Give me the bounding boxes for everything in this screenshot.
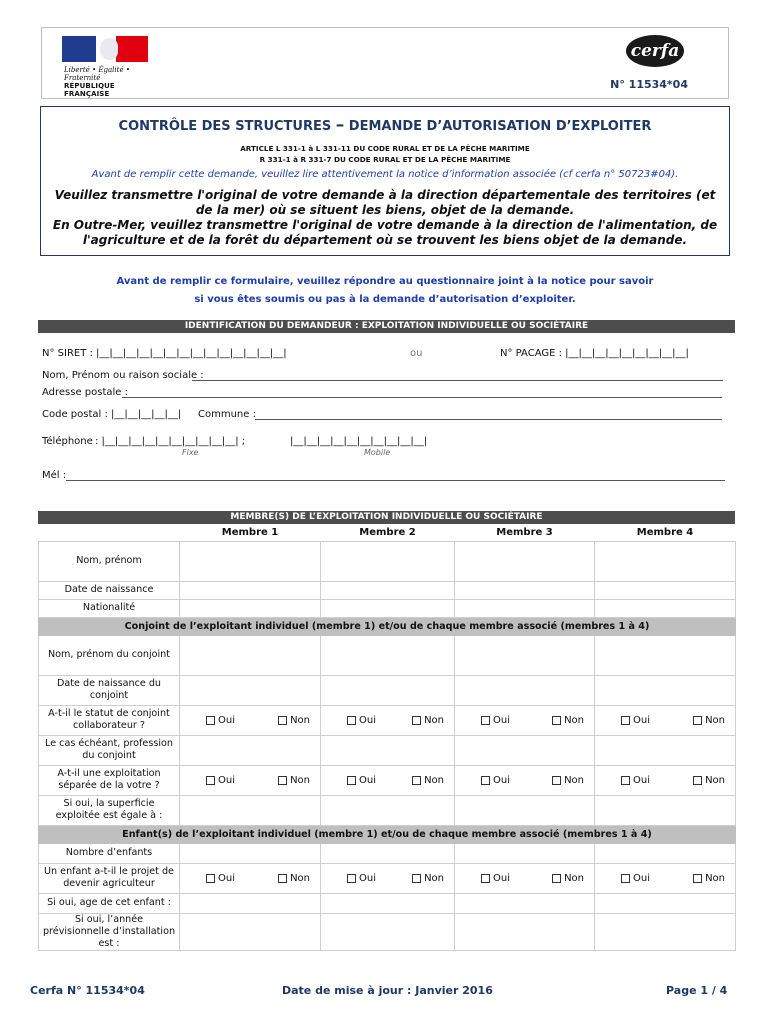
input-cell[interactable] — [321, 913, 455, 950]
commune-label: Commune : — [198, 409, 256, 420]
notice-text: Avant de remplir cette demande, veuillez lire attentivement la notice d’information associée (cf cerfa n° 50723#04). — [91, 169, 679, 180]
form-title: CONTRÔLE DES STRUCTURES – DEMANDE D’AUTORISATION D’EXPLOITER — [118, 115, 652, 135]
input-cell[interactable] — [180, 541, 321, 581]
table-row — [39, 765, 736, 795]
non-checkbox[interactable]: Non — [552, 873, 584, 884]
member-3-header: Membre 3 — [496, 527, 553, 539]
children-band: Enfant(s) de l’exploitant individuel (membre 1) et/ou de chaque membre associé (membres 1 à 4) — [39, 825, 736, 843]
input-cell[interactable] — [595, 913, 736, 950]
table-row — [39, 795, 736, 825]
row-label: Un enfant a-t-il le projet de devenir agriculteur — [39, 863, 180, 893]
input-cell[interactable] — [595, 675, 736, 705]
title-box — [40, 106, 730, 256]
input-cell[interactable] — [455, 735, 595, 765]
republique-francaise-logo — [62, 36, 148, 98]
non-checkbox[interactable]: Non — [693, 873, 725, 884]
non-checkbox[interactable]: Non — [278, 873, 310, 884]
oui-checkbox[interactable]: Oui — [621, 873, 650, 884]
name-input[interactable] — [192, 380, 723, 381]
input-cell[interactable] — [180, 735, 321, 765]
prefill-line2: si vous êtes soumis ou pas à la demande d’autorisation d’exploiter. — [194, 294, 576, 305]
input-cell[interactable] — [595, 735, 736, 765]
phone-fixe-field[interactable]: : |__|__|__|__|__|__|__|__|__|__| ; — [95, 436, 246, 447]
non-checkbox[interactable]: Non — [278, 715, 310, 726]
row-label: Date de naissance du conjoint — [39, 675, 180, 705]
non-checkbox[interactable]: Non — [693, 775, 725, 786]
legal-articles: ARTICLE L 331-1 à L 331-11 DU CODE RURAL ET DE LA PÊCHE MARITIME R 331-1 à R 331-7 DU CODE RURAL ET DE LA PÊCHE MARITIME — [240, 144, 530, 164]
table-row — [39, 541, 736, 581]
row-label: A-t-il une exploitation séparée de la votre ? — [39, 765, 180, 795]
non-checkbox[interactable]: Non — [278, 775, 310, 786]
input-cell[interactable] — [455, 675, 595, 705]
row-label: A-t-il le statut de conjoint collaborateur ? — [39, 705, 180, 735]
phone-label: Téléphone — [42, 436, 93, 447]
spouse-band: Conjoint de l’exploitant individuel (membre 1) et/ou de chaque membre associé (membres 1 à 4) — [39, 617, 736, 635]
identification-section-title: IDENTIFICATION DU DEMANDEUR : EXPLOITATION INDIVIDUELLE OU SOCIÉTAIRE — [38, 320, 735, 333]
table-row — [39, 893, 736, 913]
row-label: Date de naissance — [39, 581, 180, 599]
input-cell[interactable] — [455, 581, 595, 599]
input-cell[interactable] — [321, 843, 455, 863]
mobile-caption: Mobile — [364, 448, 391, 457]
input-cell[interactable] — [595, 581, 736, 599]
cerfa-number: N° 11534*04 — [610, 78, 688, 91]
address-label: Adresse postale : — [42, 387, 129, 398]
postcode-field[interactable]: Code postal : |__|__|__|__|__| — [42, 409, 182, 420]
oui-checkbox[interactable]: Oui — [347, 873, 376, 884]
input-cell[interactable] — [321, 599, 455, 617]
input-cell[interactable] — [455, 541, 595, 581]
non-checkbox[interactable]: Non — [412, 775, 444, 786]
input-cell[interactable] — [321, 795, 455, 825]
member-2-header: Membre 2 — [359, 527, 416, 539]
input-cell[interactable] — [180, 675, 321, 705]
footer-cerfa: Cerfa N° 11534*04 — [30, 984, 145, 997]
input-cell[interactable] — [180, 913, 321, 950]
table-row — [39, 675, 736, 705]
non-checkbox[interactable]: Non — [552, 775, 584, 786]
table-row — [39, 705, 736, 735]
input-cell[interactable] — [321, 581, 455, 599]
phone-mobile-field[interactable]: |__|__|__|__|__|__|__|__|__|__| — [290, 436, 428, 447]
input-cell[interactable] — [180, 599, 321, 617]
table-row — [39, 599, 736, 617]
input-cell[interactable] — [321, 893, 455, 913]
member-1-header: Membre 1 — [221, 527, 279, 539]
oui-checkbox[interactable]: Oui — [206, 775, 235, 786]
input-cell[interactable] — [455, 635, 595, 675]
input-cell[interactable] — [321, 675, 455, 705]
input-cell[interactable] — [595, 599, 736, 617]
table-row — [39, 913, 736, 950]
input-cell[interactable] — [595, 635, 736, 675]
address-input[interactable] — [122, 397, 722, 398]
row-label: Nom, prénom du conjoint — [39, 635, 180, 675]
input-cell[interactable] — [455, 893, 595, 913]
input-cell[interactable] — [455, 795, 595, 825]
member-4-header: Membre 4 — [636, 527, 694, 539]
table-row — [39, 735, 736, 765]
input-cell[interactable] — [180, 581, 321, 599]
input-cell[interactable] — [180, 893, 321, 913]
table-row — [39, 635, 736, 675]
transmit-instructions: Veuillez transmettre l'original de votre demande à la direction départementale des territoires (et de la mer) où se situent les biens, objet de la demande. En Outre-Mer, veuillez transmettre l'original de votre demande à la direction de l'alimentation, de l'agriculture et de la forêt du département où se trouvent les biens objet de la demande. — [52, 188, 718, 247]
input-cell[interactable] — [455, 913, 595, 950]
row-label: Si oui, l’année prévisionnelle d’installation est : — [39, 913, 180, 950]
name-label: Nom, Prénom ou raison sociale : — [42, 370, 204, 381]
input-cell[interactable] — [321, 735, 455, 765]
input-cell[interactable] — [595, 893, 736, 913]
tricolor-flag-icon — [62, 36, 148, 62]
pacage-field[interactable]: N° PACAGE : |__|__|__|__|__|__|__|__|__| — [500, 348, 689, 359]
oui-checkbox[interactable]: Oui — [206, 715, 235, 726]
row-label: Nombre d’enfants — [39, 843, 180, 863]
input-cell[interactable] — [455, 843, 595, 863]
header-box — [41, 27, 729, 99]
row-label: Nationalité — [39, 599, 180, 617]
input-cell[interactable] — [595, 795, 736, 825]
oui-checkbox[interactable]: Oui — [621, 715, 650, 726]
row-label: Le cas échéant, profession du conjoint — [39, 735, 180, 765]
non-checkbox[interactable]: Non — [412, 873, 444, 884]
footer-page: Page 1 / 4 — [666, 984, 728, 997]
ou-label: ou — [410, 348, 423, 359]
input-cell[interactable] — [180, 795, 321, 825]
email-input[interactable] — [66, 480, 725, 481]
fixe-caption: Fixe — [182, 448, 199, 457]
oui-checkbox[interactable]: Oui — [481, 775, 510, 786]
commune-input[interactable] — [255, 419, 722, 420]
prefill-line1: Avant de remplir ce formulaire, veuillez répondre au questionnaire joint à la notice pour savoir — [116, 276, 654, 287]
members-table — [38, 525, 736, 951]
input-cell[interactable] — [180, 843, 321, 863]
non-checkbox[interactable]: Non — [552, 715, 584, 726]
table-row — [39, 581, 736, 599]
oui-checkbox[interactable]: Oui — [481, 715, 510, 726]
email-label: Mél : — [42, 470, 67, 481]
oui-checkbox[interactable]: Oui — [206, 873, 235, 884]
table-row — [39, 863, 736, 893]
input-cell[interactable] — [180, 635, 321, 675]
oui-checkbox[interactable]: Oui — [347, 715, 376, 726]
input-cell[interactable] — [595, 541, 736, 581]
footer-date: Date de mise à jour : Janvier 2016 — [282, 984, 493, 997]
row-label: Nom, prénom — [39, 541, 180, 581]
input-cell[interactable] — [455, 599, 595, 617]
non-checkbox[interactable]: Non — [412, 715, 444, 726]
logo-motto: Liberté • Égalité • Fraternité — [64, 66, 130, 82]
oui-checkbox[interactable]: Oui — [621, 775, 650, 786]
row-label: Si oui, age de cet enfant : — [39, 893, 180, 913]
non-checkbox[interactable]: Non — [693, 715, 725, 726]
oui-checkbox[interactable]: Oui — [347, 775, 376, 786]
input-cell[interactable] — [321, 635, 455, 675]
members-header-row — [39, 525, 736, 541]
members-section-title: MEMBRE(S) DE L’EXPLOITATION INDIVIDUELLE OU SOCIÉTAIRE — [38, 511, 735, 524]
siret-field[interactable]: N° SIRET : |__|__|__|__|__|__|__|__|__|__|__|__|__|__| — [42, 348, 287, 359]
input-cell[interactable] — [321, 541, 455, 581]
row-label: Si oui, la superficie exploitée est égale à : — [39, 795, 180, 825]
input-cell[interactable] — [595, 843, 736, 863]
logo-republic: RÉPUBLIQUE FRANÇAISE — [64, 82, 115, 98]
table-row — [39, 843, 736, 863]
cerfa-logo: cerfa — [626, 35, 684, 67]
oui-checkbox[interactable]: Oui — [481, 873, 510, 884]
